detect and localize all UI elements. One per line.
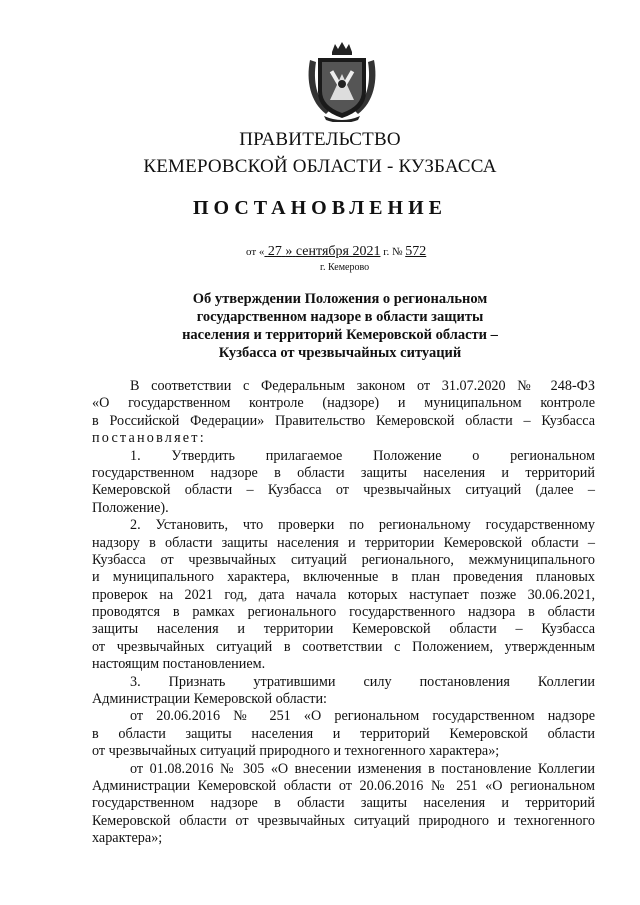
number-label: № (391, 246, 403, 258)
body-line: от 01.08.2016 № 305 «О внесении изменения в постановление Коллегии (130, 760, 595, 777)
body-line: настоящим постановлением. (92, 656, 266, 673)
body-line: Положение). (92, 499, 169, 516)
body-line: в Российской Федерации» Правительство Кемеровской области – Кузбасса (92, 412, 595, 429)
coat-of-arms-emblem (304, 40, 380, 122)
title-line: населения и территорий Кемеровской области – (182, 327, 498, 343)
date-suffix: г. (383, 246, 390, 258)
body-line: 3. Признать утратившими силу постановления Коллегии (130, 673, 595, 690)
body-line: Администрации Кемеровской области от 20.06.2016 № 251 «О региональном (92, 777, 595, 794)
document-number: 572 (405, 244, 427, 259)
body-line: в области защиты населения и территорий Кемеровской области (92, 725, 595, 742)
body-line: «О государственном контроле (надзоре) и муниципальном контроле (92, 395, 595, 412)
body-line: и муниципального характера, включенные в план проведения плановых (92, 569, 595, 586)
city-label: г. Кемерово (320, 262, 370, 273)
body-line: характера»; (92, 830, 163, 847)
body-line: Кемеровской области – Кузбасса от чрезвычайных ситуаций (далее – (92, 482, 595, 499)
body-line: Администрации Кемеровской области: (92, 691, 327, 708)
body-line: 1. Утвердить прилагаемое Положение о региональном (130, 447, 595, 464)
body-line: В соответствии с Федеральным законом от 31.07.2020 № 248-ФЗ (130, 378, 595, 394)
body-line: государственном надзоре в области защиты населения и территорий (92, 795, 595, 812)
title-line: Кузбасса от чрезвычайных ситуаций (218, 345, 462, 361)
body-line: Кемеровской области от чрезвычайных ситуаций природного и техногенного (92, 812, 595, 829)
body-line: от 20.06.2016 № 251 «О региональном государственном надзоре (130, 708, 595, 725)
body-line: надзору в области защиты населения и территории Кемеровской области – (92, 534, 595, 551)
title-line: Об утверждении Положения о региональном (192, 291, 488, 307)
date-day: 27 » сентября 2021 (267, 244, 381, 259)
body-line: проводятся в рамках регионального государственного надзора в области (92, 604, 595, 621)
body-line: от чрезвычайных ситуаций природного и техногенного характера»; (92, 743, 500, 760)
title-line: государственном надзоре в области защиты (196, 309, 484, 325)
document-title (110, 290, 570, 362)
body-line: 2. Установить, что проверки по региональному государственному (130, 517, 595, 534)
document-type: ПОСТАНОВЛЕНИЕ (193, 197, 447, 219)
date-prefix: от « (246, 246, 265, 258)
government-title-line1: ПРАВИТЕЛЬСТВО (239, 129, 401, 150)
body-line: проверок на 2021 год, дата начала которых наступает позже 30.06.2021, (92, 586, 595, 603)
document-body (92, 378, 595, 848)
body-line: Кузбасса от чрезвычайных ситуаций регионального, межмуниципального (92, 551, 595, 568)
body-line: государственном надзоре в области защиты населения и территорий (92, 464, 595, 481)
body-line: защиты населения и территории Кемеровской области – Кузбасса (92, 621, 595, 638)
body-line: от чрезвычайных ситуаций в соответствии с Положением, утвержденным (92, 638, 595, 655)
document-dateline (246, 244, 426, 260)
government-title-line2: КЕМЕРОВСКОЙ ОБЛАСТИ - КУЗБАССА (143, 156, 497, 177)
body-line: постановляет: (92, 430, 206, 447)
